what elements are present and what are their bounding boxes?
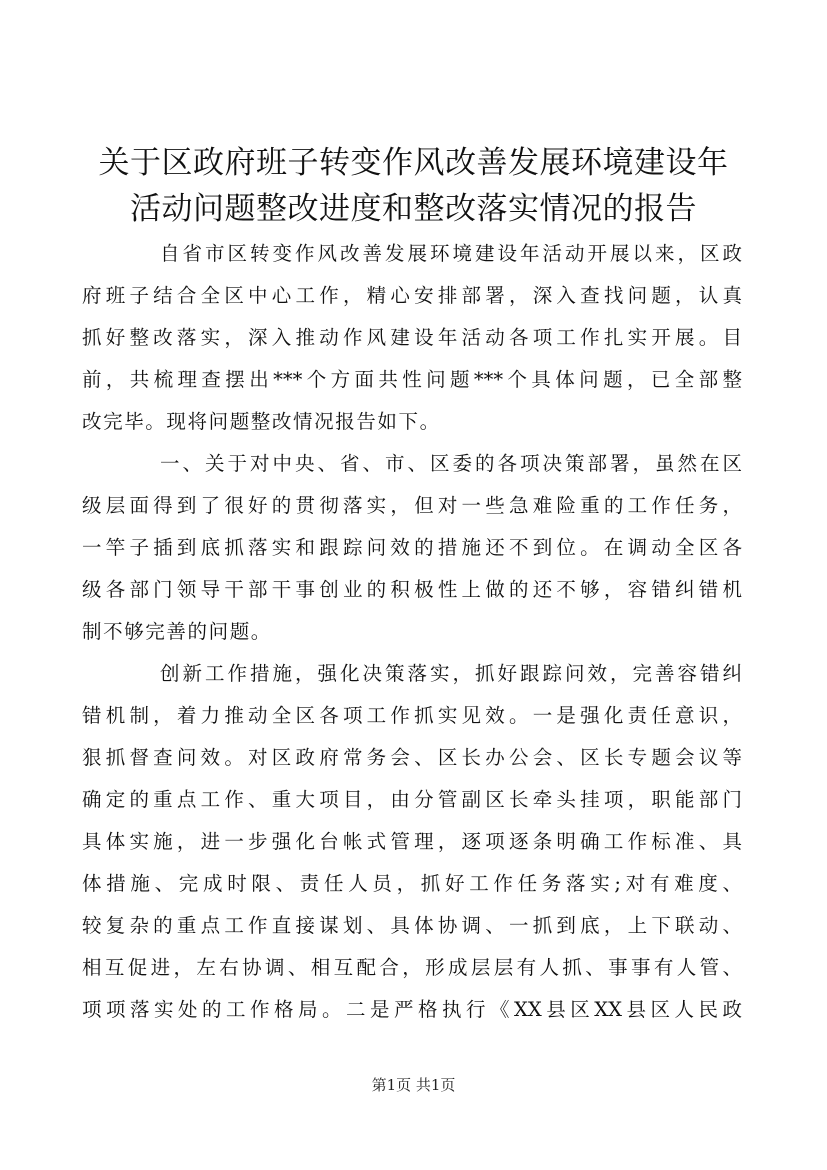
title-line-1: 关于区政府班子转变作风改善发展环境建设年: [98, 145, 729, 181]
document-body: [82, 233, 742, 1031]
paragraph-line: 级各部门领导干部干事创业的积极性上做的还不够，容错纠错机: [82, 578, 742, 601]
paragraph-line: 体措施、完成时限、责任人员，抓好工作任务落实;对有难度、: [82, 872, 742, 895]
paragraph-line: 改完毕。现将问题整改情况报告如下。: [82, 410, 441, 433]
paragraph-line: 狠抓督查问效。对区政府常务会、区长办公会、区长专题会议等: [82, 746, 742, 769]
title-line-2: 活动问题整改进度和整改落实情况的报告: [130, 191, 697, 227]
paragraph-line: 较复杂的重点工作直接谋划、具体协调、一抓到底，上下联动、: [82, 914, 742, 937]
paragraph-line: 自省市区转变作风改善发展环境建设年活动开展以来，区政: [160, 242, 742, 265]
paragraph-line: 创新工作措施，强化决策落实，抓好跟踪问效，完善容错纠: [160, 662, 742, 685]
paragraph-line: 前，共梳理查摆出***个方面共性问题***个具体问题，已全部整: [82, 368, 742, 391]
paragraph-line: 确定的重点工作、重大项目，由分管副区长牵头挂项，职能部门: [82, 788, 742, 811]
paragraph-line: 项项落实处的工作格局。二是严格执行《XX县区XX县区人民政: [82, 998, 742, 1021]
page-number-footer: 第1页 共1页: [371, 1076, 456, 1094]
paragraph-line: 一、关于对中央、省、市、区委的各项决策部署，虽然在区: [160, 452, 742, 475]
paragraph-line: 相互促进，左右协调、相互配合，形成层层有人抓、事事有人管、: [82, 956, 742, 979]
paragraph-issue-one: [82, 443, 742, 653]
paragraph-line: 制不够完善的问题。: [82, 620, 272, 643]
paragraph-line: 一竿子插到底抓落实和跟踪问效的措施还不到位。在调动全区各: [82, 536, 742, 559]
paragraph-measures: [82, 653, 742, 1031]
paragraph-line: 级层面得到了很好的贯彻落实，但对一些急难险重的工作任务，: [82, 494, 742, 517]
paragraph-line: 抓好整改落实，深入推动作风建设年活动各项工作扎实开展。目: [82, 326, 742, 349]
paragraph-line: 具体实施，进一步强化台帐式管理，逐项逐条明确工作标准、具: [82, 830, 742, 853]
paragraph-line: 府班子结合全区中心工作，精心安排部署，深入查找问题，认真: [82, 284, 742, 307]
paragraph-intro: [82, 233, 742, 443]
paragraph-line: 错机制，着力推动全区各项工作抓实见效。一是强化责任意识，: [82, 704, 742, 727]
document-title: [80, 140, 747, 232]
